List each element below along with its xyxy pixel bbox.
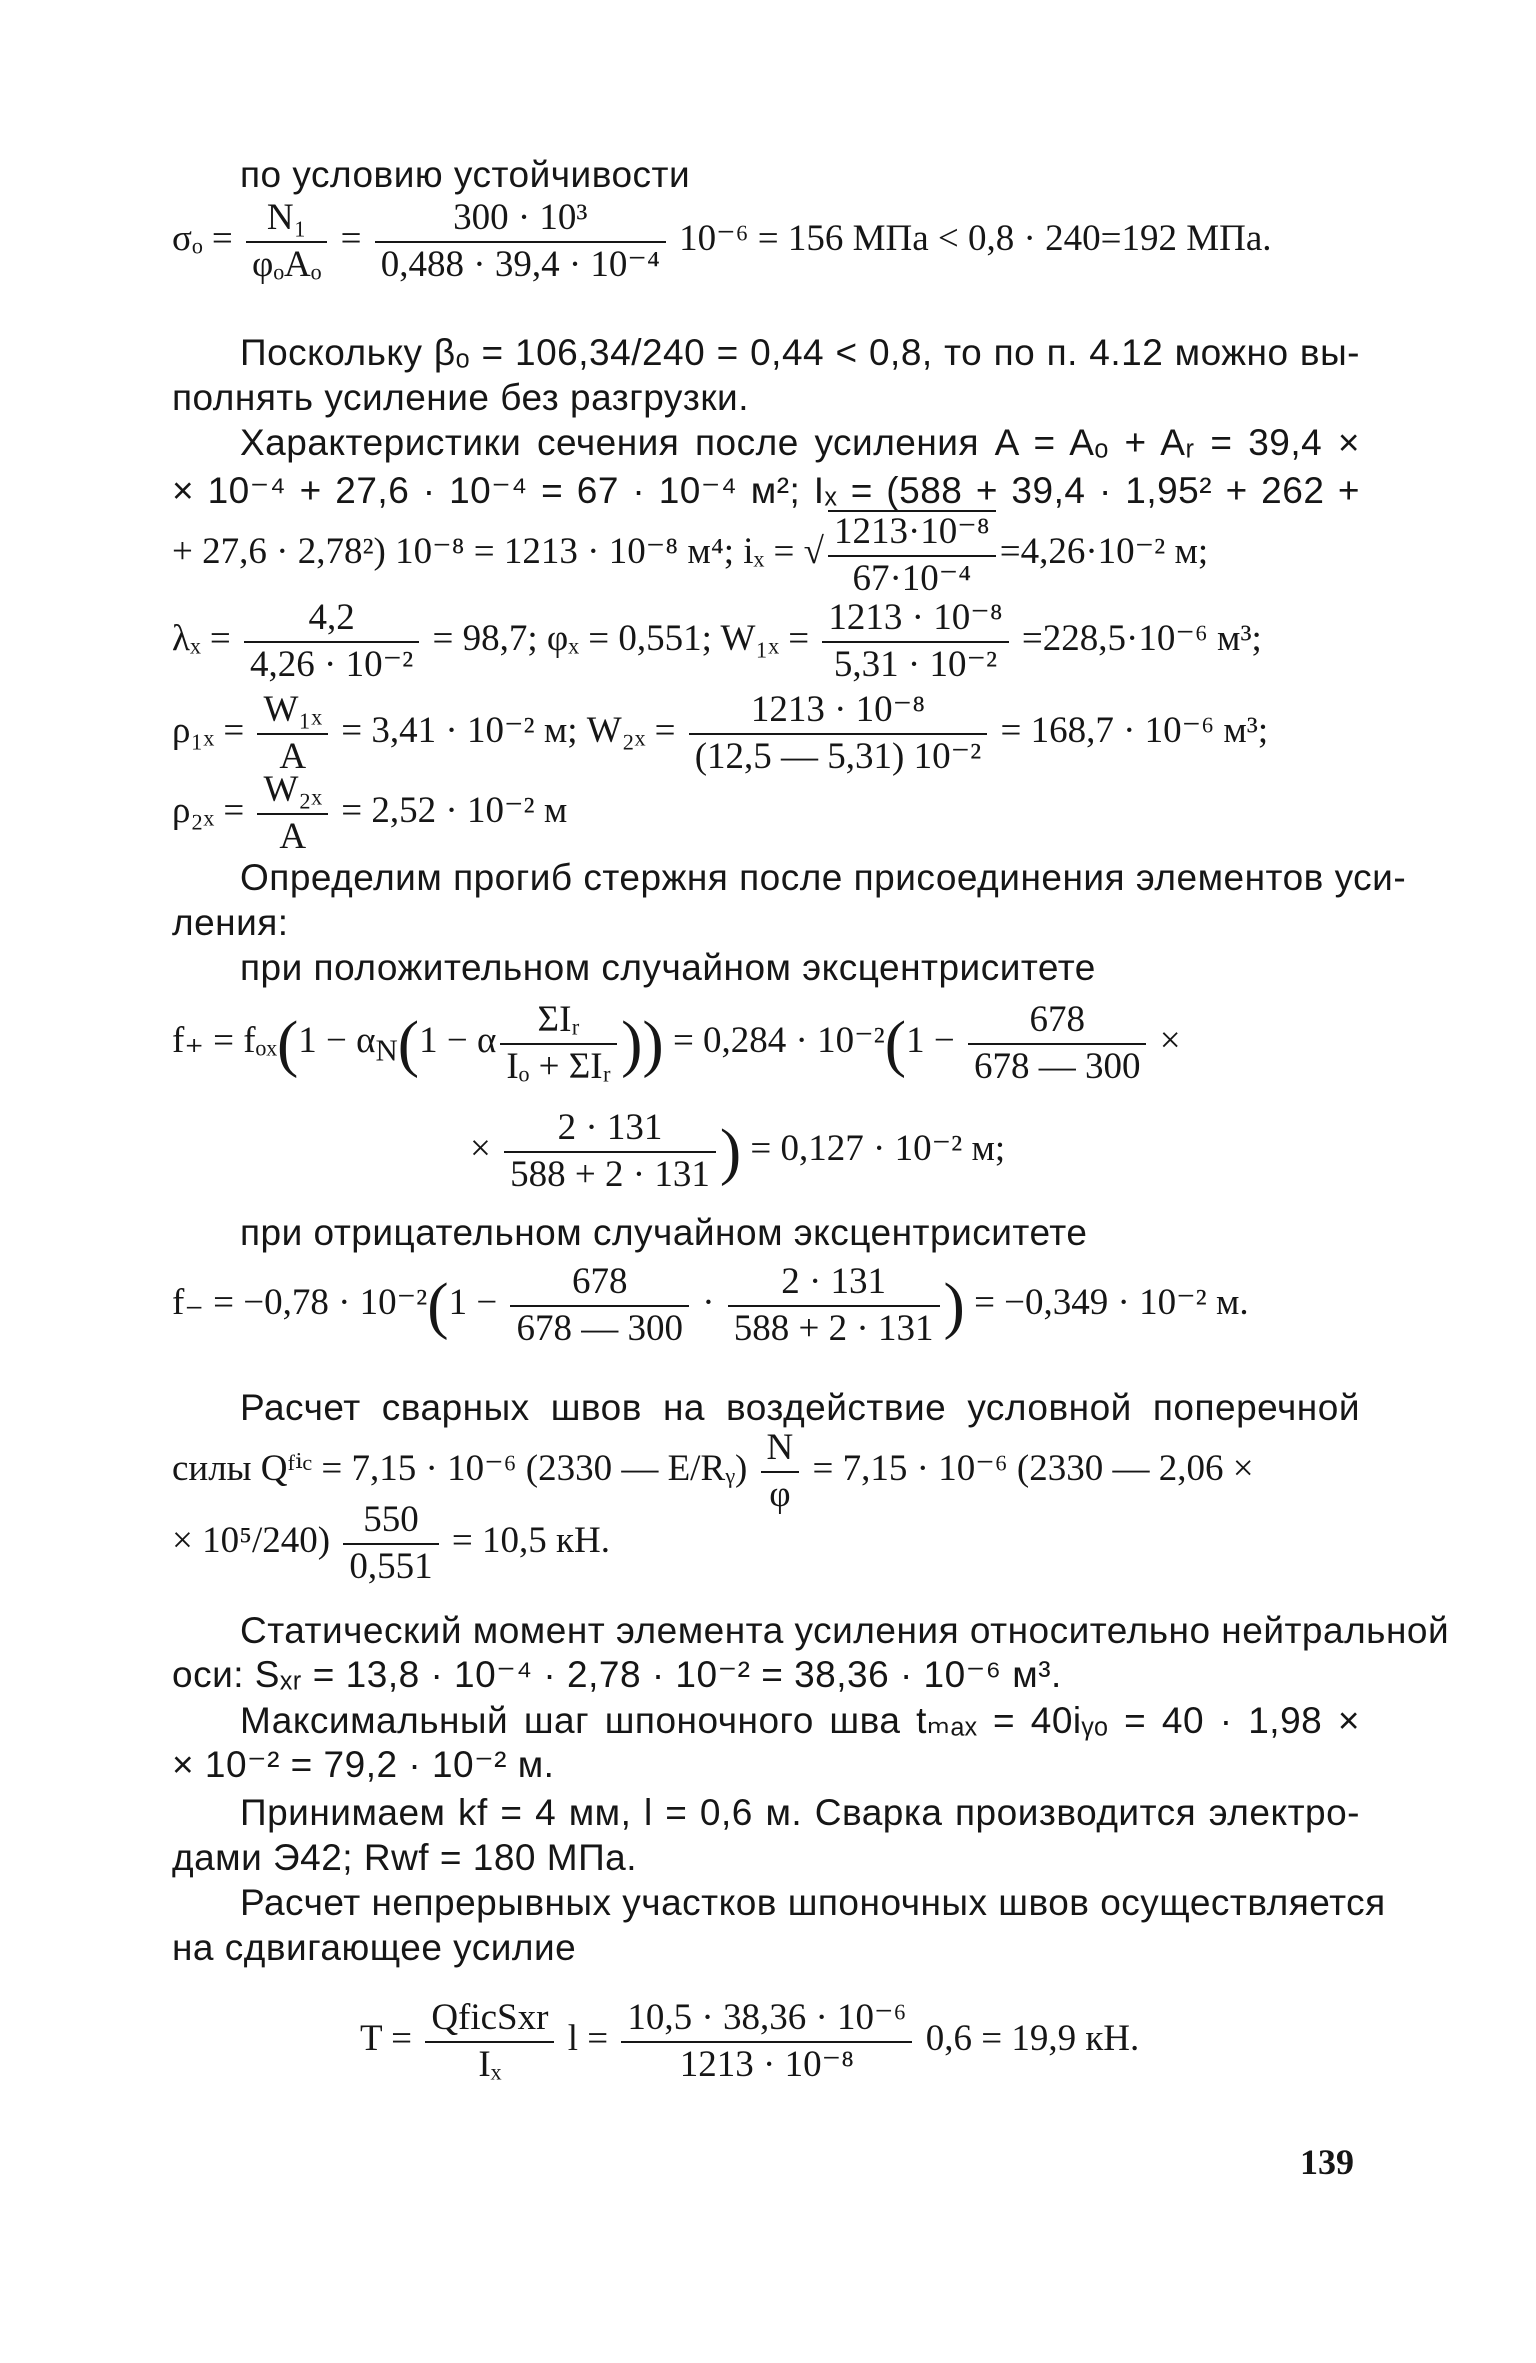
equation-rho2: ρ₂ₓ = $\frac{\text{W₂ₓ}}{A}$ = 2,52 · 10⁻² м <box>172 769 568 857</box>
paragraph-beta-line1: Поскольку βₒ = 106,34/240 = 0,44 < 0,8, то по п. 4.12 можно вы- <box>240 332 1360 373</box>
radius-of-gyration-frac: $\frac{\text{1213·10⁻⁸}}{\text{67·10⁻⁴}}$ <box>828 510 996 599</box>
eq-sigma-result: 10⁻⁶ = 156 МПа < 0,8 · 240=192 МПа. <box>679 218 1272 260</box>
paragraph-negative-eccentricity: при отрицательном случайном эксцентриситете <box>240 1212 1088 1253</box>
equation-f-positive: $f_+ = f_{ox}(1 - \alpha_N(1 - \alpha$ $\frac{\text{ΣIᵣ}}{\text{Iₒ + ΣIᵣ}}$ )) = 0,284 · 10⁻²(1 − $\frac{678}{678 — 300}$ × <box>172 999 1181 1087</box>
paragraph-welds-line2: силы Qᶠⁱᶜ = 7,15 · 10⁻⁶ (2330 — E/Rᵧ) $\frac{N}{\varphi}$ = 7,15 · 10⁻⁶ (2330 — 2,06 × <box>172 1427 1254 1515</box>
paragraph-welds-line1: Расчет сварных швов на воздействие условной поперечной <box>240 1387 1360 1428</box>
equation-sigma: σₒ = $\frac{\text{N₁}}{\text{φₒAₒ}}$ = $\frac{\text{300 · 10³}}{\text{0,488 · 39,4 · 10⁻⁴}}$ 10⁻⁶ = 156 МПа < 0,8 · 240=192 МПа. <box>172 197 1272 285</box>
eq-sigma-frac2: $\frac{\text{300 · 10³}}{\text{0,488 · 39,4 · 10⁻⁴}}$ <box>375 198 666 285</box>
paragraph-welds-line3: × 10⁵/240) $\frac{550}{0,551}$ = 10,5 кН. <box>172 1499 610 1587</box>
paragraph-max-step-line1: Максимальный шаг шпоночного шва tₘₐₓ = 40iᵧₒ = 40 · 1,98 × <box>240 1700 1360 1741</box>
paragraph-static-moment-line2: оси: Sₓᵣ = 13,8 · 10⁻⁴ · 2,78 · 10⁻² = 38,36 · 10⁻⁶ м³. <box>172 1654 1062 1695</box>
paragraph-stability-condition: по условию устойчивости <box>240 154 691 195</box>
paragraph-deflection-line2: ления: <box>172 902 289 943</box>
eq-sigma-lhs: σₒ = <box>172 218 233 260</box>
paragraph-section-line2: × 10⁻⁴ + 27,6 · 10⁻⁴ = 67 · 10⁻⁴ м²; Iₓ = (588 + 39,4 · 1,95² + 262 + <box>172 470 1360 511</box>
paragraph-section-line1: Характеристики сечения после усиления A = Aₒ + Aᵣ = 39,4 × <box>240 422 1360 463</box>
paragraph-beta-line2: полнять усиление без разгрузки. <box>172 377 749 418</box>
paragraph-accept-line1: Принимаем kf = 4 мм, l = 0,6 м. Сварка производится электро- <box>240 1792 1360 1833</box>
equation-lambda: λₓ = $\frac{4,2}{\text{4,26 · 10⁻²}}$ = 98,7; φₓ = 0,551; W₁ₓ = $\frac{\text{1213 · 10⁻⁸}}{\text{5,31 · 10⁻²}}$ =228,5·10⁻⁶ м³; <box>172 597 1262 685</box>
equation-f-negative: f₋ = −0,78 · 10⁻²(1 − $\frac{678}{678 — 300}$ · $\frac{2 \cdot 131}{588 + 2 \cdot 131}$ ) = −0,349 · 10⁻² м. <box>172 1261 1249 1349</box>
paragraph-static-moment-line1: Статический момент элемента усиления относительно нейтральной <box>240 1610 1450 1651</box>
page-number: 139 <box>1300 2142 1354 2182</box>
paragraph-section-line3: + 27,6 · 2,78²) 10⁻⁸ = 1213 · 10⁻⁸ м⁴; iₓ = √ $\frac{\text{1213·10⁻⁸}}{\text{67·10⁻⁴}}$ =4,26·10⁻² м; <box>172 511 1209 599</box>
paragraph-accept-line2: дами Э42; Rwf = 180 МПа. <box>172 1837 638 1878</box>
open-paren: ( <box>276 1007 299 1079</box>
paragraph-max-step-line2: × 10⁻² = 79,2 · 10⁻² м. <box>172 1744 555 1785</box>
equation-rho1: ρ₁ₓ = $\frac{\text{W₁ₓ}}{A}$ = 3,41 · 10⁻² м; W₂ₓ = $\frac{\text{1213 · 10⁻⁸}}{\text{(12,5 — 5,31) 10⁻²}}$ = 168,7 · 10⁻⁶ м³; <box>172 689 1269 777</box>
equation-shear-force: T = $\frac{\text{QficSxr}}{\text{Iₓ}}$ l = $\frac{\text{10,5 · 38,36 · 10⁻⁶}}{\text{1213 · 10⁻⁸}}$ 0,6 = 19,9 кН. <box>360 1997 1140 2085</box>
eq-sigma-frac1: $\frac{\text{N₁}}{\text{φₒAₒ}}$ <box>246 198 327 285</box>
paragraph-positive-eccentricity: при положительном случайном эксцентриситете <box>240 947 1096 988</box>
paragraph-continuous-line2: на сдвигающее усилие <box>172 1927 577 1968</box>
paragraph-deflection-line1: Определим прогиб стержня после присоединения элементов уси- <box>240 857 1407 898</box>
paragraph-continuous-line1: Расчет непрерывных участков шпоночных швов осуществляется <box>240 1882 1386 1923</box>
equation-f-positive-cont: × $\frac{2 \cdot 131}{588 + 2 \cdot 131}$ ) = 0,127 · 10⁻² м; <box>470 1107 1006 1195</box>
